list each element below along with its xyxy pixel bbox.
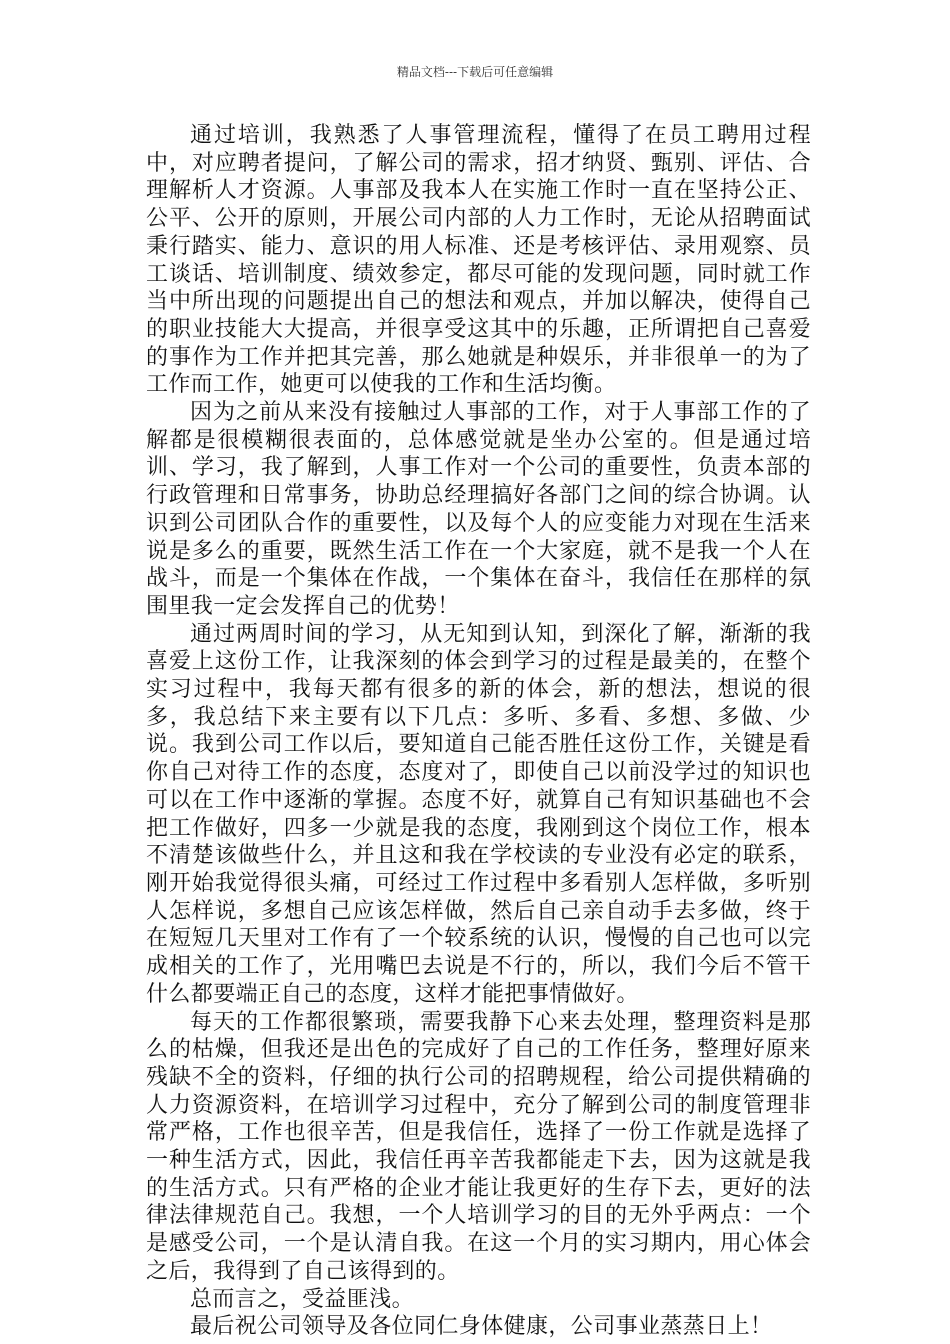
paragraph-5: 总而言之，受益匪浅。 <box>190 1286 415 1312</box>
page-header: 精品文档---下载后可任意编辑 <box>396 65 554 79</box>
paragraph-4: 每天的工作都很繁琐，需要我静下心来去处理，整理资料是那么的枯燥，但我还是出色的完成好了自己的工作任务，整理好原来残缺不全的资料，仔细的执行公司的招聘规程，给公司提供精确的人力资源资料，在培训学习过程中，充分了解到公司的制度管理非常严格，工作也很辛苦，但是我信任，选择了一份工作就是选择了一种生活方式，因此，我信任再辛苦我都能走下去，因为这就是我的生活方式。只有严格的企业才能让我更好的生存下去，更好的法律法律规范自己。我想，一个人培训学习的目的无外乎两点：一个是感受公司，一个是认清自我。在这一个月的实习期内，用心体会之后，我得到了自己该得到的。 <box>146 1009 811 1284</box>
paragraph-3: 通过两周时间的学习，从无知到认知，到深化了解，渐渐的我喜爱上这份工作，让我深刻的体会到学习的过程是最美的，在整个实习过程中，我每天都有很多的新的体会，新的想法，想说的很多，我总结下来主要有以下几点：多听、多看、多想、多做、少说。我到公司工作以后，要知道自己能否胜任这份工作，关键是看你自己对待工作的态度，态度对了，即使自己以前没学过的知识也可以在工作中逐渐的掌握。态度不好，就算自己有知识基础也不会把工作做好，四多一少就是我的态度，我刚到这个岗位工作，根本不清楚该做些什么，并且这和我在学校读的专业没有必定的联系，刚开始我觉得很头痛，可经过工作过程中多看别人怎样做，多听别人怎样说，多想自己应该怎样做，然后自己亲自动手去多做，终于在短短几天里对工作有了一个较系统的认识，慢慢的自己也可以完成相关的工作了，光用嘴巴去说是不行的，所以，我们今后不管干什么都要端正自己的态度，这样才能把事情做好。 <box>146 621 811 1007</box>
paragraph-6: 最后祝公司领导及各位同仁身体健康，公司事业蒸蒸日上！ <box>190 1314 773 1340</box>
paragraph-1: 通过培训，我熟悉了人事管理流程，懂得了在员工聘用过程中，对应聘者提问，了解公司的需求，招才纳贤、甄别、评估、合理解析人才资源。人事部及我本人在实施工作时一直在坚持公正、公平、公开的原则，开展公司内部的人力工作时，无论从招聘面试秉行踏实、能力、意识的用人标准、还是考核评估、录用观察、员工谈话、培训制度、绩效参定，都尽可能的发现问题，同时就工作当中所出现的问题提出自己的想法和观点，并加以解决，使得自己的职业技能大大提高，并很享受这其中的乐趣，正所谓把自己喜爱的事作为工作并把其完善，那么她就是种娱乐，并非很单一的为了工作而工作，她更可以使我的工作和生活均衡。 <box>146 123 811 398</box>
paragraph-2: 因为之前从来没有接触过人事部的工作，对于人事部工作的了解都是很模糊很表面的，总体感觉就是坐办公室的。但是通过培训、学习，我了解到，人事工作对一个公司的重要性，负责本部的行政管理和日常事务，协助总经理搞好各部门之间的综合协调。认识到公司团队合作的重要性，以及每个人的应变能力对现在生活来说是多么的重要，既然生活工作在一个大家庭，就不是我一个人在战斗，而是一个集体在作战，一个集体在奋斗，我信任在那样的氛围里我一定会发挥自己的优势！ <box>146 400 811 619</box>
document-body <box>146 122 811 1341</box>
